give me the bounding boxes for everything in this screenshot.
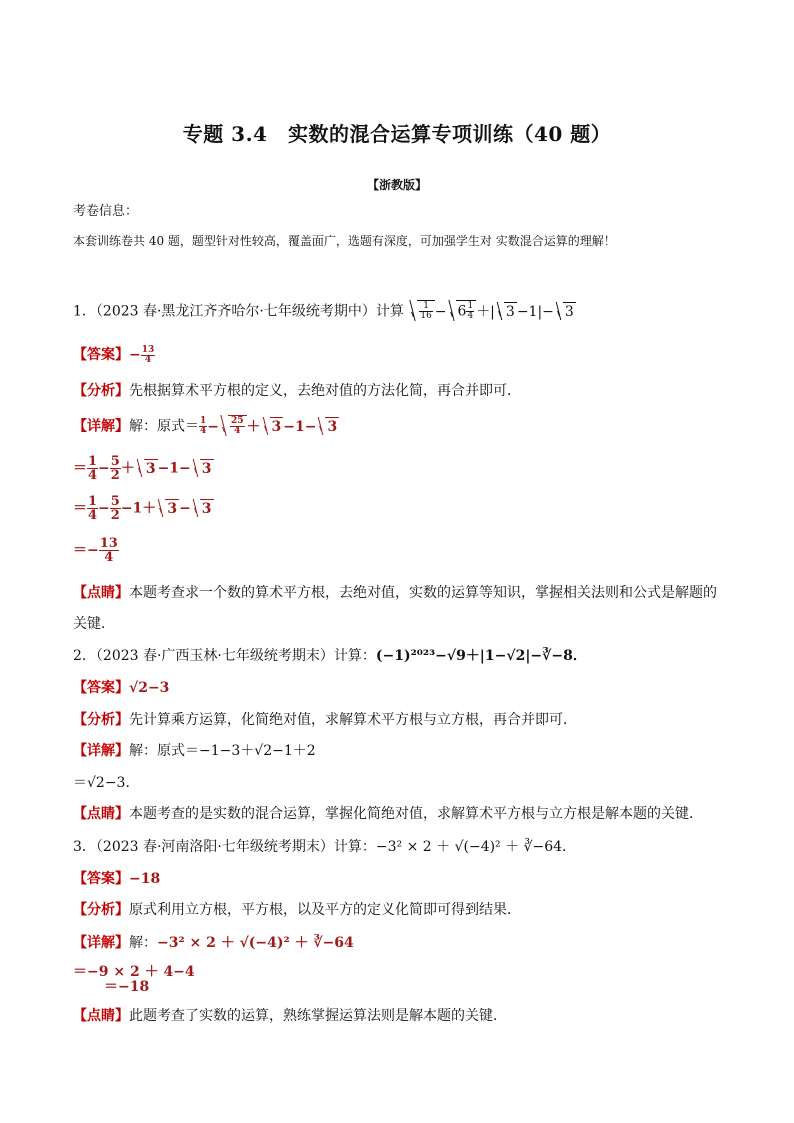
q1-comment-text: 本题考查求一个数的算术平方根，去绝对值，实数的运算等知识，掌握相关法则和公式是解题的 xyxy=(129,585,717,601)
q1-stem xyxy=(73,300,576,321)
q3-analysis-text: 原式利用立方根，平方根，以及平方的定义化简即可得到结果． xyxy=(129,902,521,918)
q1-expression: $\frac{1}{16}$ − 6 $\frac{1}{4}$ ＋| 3 −1|− 3 xyxy=(408,304,576,320)
q3-stem xyxy=(73,836,576,856)
q3-detail-result: ＝−18 xyxy=(104,979,150,995)
q2-detail-text: 解：原式＝−1−3＋√2−1＋2 xyxy=(129,743,316,759)
q3-analysis xyxy=(73,899,521,919)
q3-expression: −3² × 2 ＋ √(−4)² ＋ ∛−64． xyxy=(375,839,577,855)
q1-step-2: ＝ $\frac{1}{4}$ − $\frac{5}{2}$ ＋ 3 −1− 3 xyxy=(73,454,212,483)
detail-tag: 【详解】 xyxy=(73,743,129,759)
q1-answer-num: 13 xyxy=(141,344,155,355)
q1-stem-text: 1．（2023 春·黑龙江齐齐哈尔·七年级统考期中）计算 xyxy=(73,303,404,320)
q1-answer-sign: − xyxy=(129,347,141,363)
q1-analysis-text: 先根据算术平方根的定义，去绝对值的方法化简，再合并即可． xyxy=(129,383,521,399)
q1-comment xyxy=(73,582,717,602)
q3-comment xyxy=(73,1005,507,1025)
q1-answer-value xyxy=(141,346,156,365)
q3-answer-value: −18 xyxy=(129,871,161,887)
answer-tag: 【答案】 xyxy=(73,680,129,696)
analysis-tag: 【分析】 xyxy=(73,712,129,728)
analysis-tag: 【分析】 xyxy=(73,902,129,918)
info-heading: 考卷信息： xyxy=(73,204,139,219)
q3-detail-step: ＝−9 × 2 ＋ 4−4 xyxy=(73,964,195,980)
q2-detail-step: ＝√2−3． xyxy=(73,775,140,791)
q1-step-1: $\frac{1}{4}$ − $\frac{25}{4}$ ＋ 3 −1− 3 xyxy=(200,416,338,436)
q1-comment-cont: 关键． xyxy=(73,616,115,632)
q3-comment-text: 此题考查了实数的运算，熟练掌握运算法则是解本题的关键． xyxy=(129,1008,507,1024)
answer-tag: 【答案】 xyxy=(73,347,129,363)
q3-detail xyxy=(73,932,354,952)
q2-expression: (−1)²⁰²³−√9＋|1−√2|−∛−8． xyxy=(375,648,587,664)
edition-label: 【浙教版】 xyxy=(366,178,427,192)
analysis-tag: 【分析】 xyxy=(73,383,129,399)
q2-comment xyxy=(73,803,703,823)
detail-tag: 【详解】 xyxy=(73,418,129,435)
info-text: 本套训练卷共 40 题，题型针对性较高，覆盖面广，选题有深度，可加强学生对 实数混合运算的理解！ xyxy=(73,234,616,248)
q2-answer xyxy=(73,677,169,697)
answer-tag: 【答案】 xyxy=(73,871,129,887)
q2-stem xyxy=(73,645,587,665)
q1-answer xyxy=(73,344,155,365)
comment-tag: 【点睛】 xyxy=(73,806,129,822)
q1-analysis xyxy=(73,380,521,400)
q1-detail-prefix: 解：原式＝ xyxy=(129,418,199,435)
q2-answer-value: √2−3 xyxy=(129,680,170,696)
q1-step-4: ＝− $\frac{13}{4}$ xyxy=(73,536,118,565)
q1-detail xyxy=(73,415,339,436)
q3-answer xyxy=(73,868,160,888)
q1-answer-den: 4 xyxy=(144,354,152,365)
detail-tag: 【详解】 xyxy=(73,935,129,951)
q3-detail-expr: −3² × 2 ＋ √(−4)² ＋ ∛−64 xyxy=(157,935,354,951)
comment-tag: 【点睛】 xyxy=(73,1008,129,1024)
q2-detail xyxy=(73,740,316,760)
q2-comment-text: 本题考查的是实数的混合运算，掌握化简绝对值，求解算术平方根与立方根是解本题的关键． xyxy=(129,806,703,822)
q2-analysis-text: 先计算乘方运算，化简绝对值，求解算术平方根与立方根，再合并即可． xyxy=(129,712,577,728)
q3-detail-prefix: 解： xyxy=(129,935,157,951)
comment-tag: 【点睛】 xyxy=(73,585,129,601)
q3-stem-text: 3．（2023 春·河南洛阳·七年级统考期末）计算： xyxy=(73,839,376,855)
q1-step-3: ＝ $\frac{1}{4}$ − $\frac{5}{2}$ −1＋ 3 − 3 xyxy=(73,494,212,523)
q2-stem-text: 2．（2023 春·广西玉林·七年级统考期末）计算： xyxy=(73,648,376,664)
q2-analysis xyxy=(73,709,577,729)
page-title: 专题 3.4 实数的混合运算专项训练（40 题） xyxy=(182,122,612,146)
